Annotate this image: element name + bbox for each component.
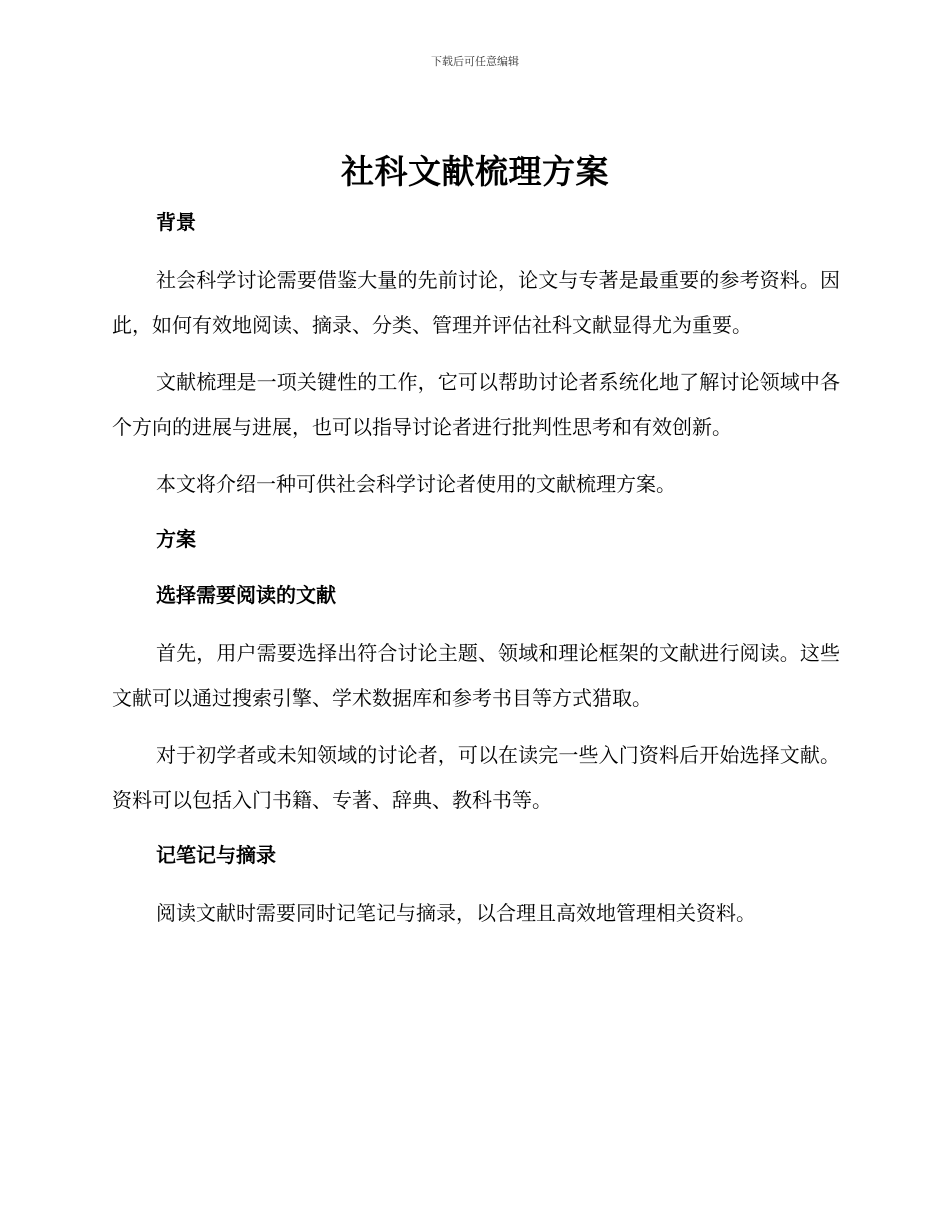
paragraph: 首先，用户需要选择出符合讨论主题、领域和理论框架的文献进行阅读。这些文献可以通过搜索引擎、学术数据库和参考书目等方式猎取。 bbox=[112, 641, 840, 710]
document-title: 社科文献梳理方案 bbox=[341, 152, 609, 191]
paragraph: 社会科学讨论需要借鉴大量的先前讨论，论文与专著是最重要的参考资料。因此，如何有效地阅读、摘录、分类、管理并评估社科文献显得尤为重要。 bbox=[112, 268, 840, 337]
paragraph: 文献梳理是一项关键性的工作，它可以帮助讨论者系统化地了解讨论领域中各个方向的进展与进展，也可以指导讨论者进行批判性思考和有效创新。 bbox=[112, 370, 840, 439]
paragraph: 本文将介绍一种可供社会科学讨论者使用的文献梳理方案。 bbox=[156, 472, 676, 496]
section-heading-background: 背景 bbox=[156, 210, 196, 234]
page-header-note: 下载后可任意编辑 bbox=[431, 55, 519, 68]
section-heading-notes-excerpts: 记笔记与摘录 bbox=[156, 843, 276, 867]
paragraph: 阅读文献时需要同时记笔记与摘录，以合理且高效地管理相关资料。 bbox=[156, 901, 756, 925]
paragraph: 对于初学者或未知领域的讨论者，可以在读完一些入门资料后开始选择文献。资料可以包括入门书籍、专著、辞典、教科书等。 bbox=[112, 743, 840, 812]
section-heading-select-literature: 选择需要阅读的文献 bbox=[156, 583, 336, 607]
document-body bbox=[112, 202, 840, 948]
section-heading-plan: 方案 bbox=[156, 527, 196, 551]
